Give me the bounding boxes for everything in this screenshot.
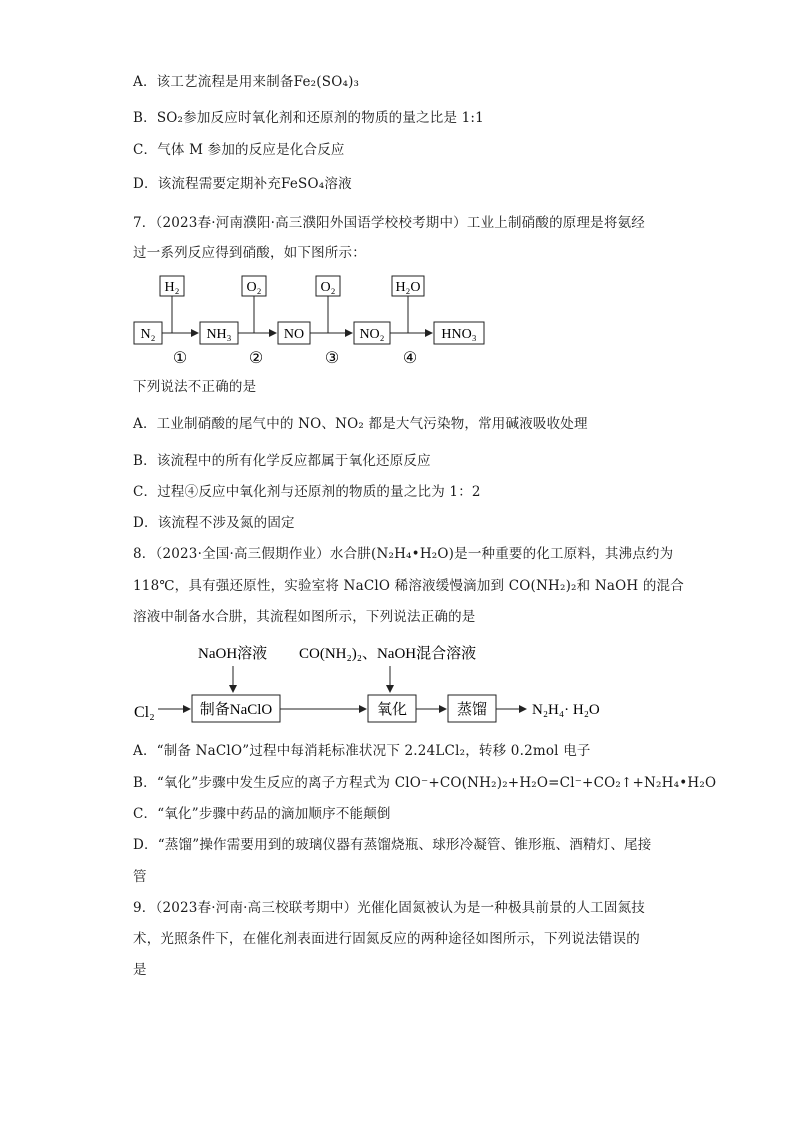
svg-text:HNO₃: HNO₃ <box>441 327 477 342</box>
q7-reagent-box-h2o <box>392 276 424 333</box>
q8-box-oxidize <box>368 695 416 722</box>
q8-stem-line1: 8．（2023·全国·高三假期作业）水合肼(N₂H₄•H₂O)是一种重要的化工原料，其沸点约为 <box>133 546 674 562</box>
svg-text:氧化: 氧化 <box>376 702 408 718</box>
svg-text:N₂: N₂ <box>140 327 156 342</box>
q7-option-b: B．该流程中的所有化学反应都属于氧化还原反应 <box>133 453 431 469</box>
svg-text:NH₃: NH₃ <box>206 327 232 342</box>
q8-stem-line3: 溶液中制备水合肼，其流程如图所示，下列说法正确的是 <box>133 609 476 625</box>
q7-option-c: C．过程④反应中氧化剂与还原剂的物质的量之比为 1：2 <box>133 484 481 500</box>
q6-option-a: A．该工艺流程是用来制备Fe₂(SO₄)₃ <box>133 74 360 90</box>
q8-option-a: A．“制备 NaClO”过程中每消耗标准状况下 2.24LCl₂，转移 0.2mol 电子 <box>133 743 591 759</box>
svg-text:H₂: H₂ <box>164 280 180 295</box>
q7-flow-diagram <box>128 272 498 372</box>
q8-stem-line2: 118℃，具有强还原性，实验室将 NaClO 稀溶液缓慢滴加到 CO(NH₂)₂和 NaOH 的混合 <box>133 578 684 594</box>
q8-box-prepare-naclo <box>192 695 280 722</box>
q6-option-d: D．该流程需要定期补充FeSO₄溶液 <box>133 176 352 192</box>
q6-option-c: C．气体 M 参加的反应是化合反应 <box>133 142 345 158</box>
q8-input-naoh: NaOH溶液 <box>198 646 268 662</box>
svg-text:O₂: O₂ <box>320 280 336 295</box>
q7-species-box-no <box>278 322 310 344</box>
q7-species-box-hno3 <box>434 322 484 344</box>
q8-option-b: B．“氧化”步骤中发生反应的离子方程式为 ClO⁻+CO(NH₂)₂+H₂O=Cl⁻+CO₂↑+N₂H₄•H₂O <box>133 775 717 791</box>
svg-text:O₂: O₂ <box>246 280 262 295</box>
q7-step-label-1: ① <box>172 350 188 367</box>
q8-option-c: C．“氧化”步骤中药品的滴加顺序不能颠倒 <box>133 806 391 822</box>
svg-text:H₂O: H₂O <box>395 280 421 295</box>
q7-step-label-2: ② <box>248 350 264 367</box>
q8-input-mixed: CO(NH₂)₂、NaOH混合溶液 <box>299 646 477 662</box>
q7-option-a: A．工业制硝酸的尾气中的 NO、NO₂ 都是大气污染物，常用碱液吸收处理 <box>133 416 588 432</box>
q7-species-box-n2 <box>134 322 162 344</box>
q8-box-distill <box>448 695 496 722</box>
q7-option-d: D．该流程不涉及氮的固定 <box>133 515 295 531</box>
q7-stem-line1: 7．（2023春·河南濮阳·高三濮阳外国语学校校考期中）工业上制硝酸的原理是将氨经 <box>133 215 645 231</box>
svg-text:NO: NO <box>283 327 305 342</box>
svg-text:NO₂: NO₂ <box>359 327 385 342</box>
q7-species-box-no2 <box>354 322 390 344</box>
q8-option-d-line2: 管 <box>133 869 147 885</box>
q7-reagent-box-o2-a <box>242 276 266 333</box>
q7-species-box-nh3 <box>200 322 238 344</box>
q9-stem-line2: 术，光照条件下，在催化剂表面进行固氮反应的两种途径如图所示，下列说法错误的 <box>133 931 640 947</box>
q8-start-cl2: Cl₂ <box>134 704 155 721</box>
q8-product: N₂H₄· H₂O <box>532 702 600 718</box>
q7-prompt: 下列说法不正确的是 <box>133 379 257 395</box>
q7-step-label-3: ③ <box>324 350 340 367</box>
q8-option-d-line1: D．“蒸馏”操作需要用到的玻璃仪器有蒸馏烧瓶、球形冷凝管、锥形瓶、酒精灯、尾接 <box>133 837 652 853</box>
q8-flow-diagram <box>128 636 618 728</box>
svg-text:制备NaClO: 制备NaClO <box>199 702 273 718</box>
q9-stem-line3: 是 <box>133 962 147 978</box>
q7-step-label-4: ④ <box>402 350 418 367</box>
q7-reagent-box-h2 <box>160 276 184 333</box>
q6-option-b: B．SO₂参加反应时氧化剂和还原剂的物质的量之比是 1:1 <box>133 110 484 126</box>
svg-text:蒸馏: 蒸馏 <box>456 702 488 718</box>
q7-stem-line2: 过一系列反应得到硝酸，如下图所示： <box>133 245 366 261</box>
q9-stem-line1: 9．（2023春·河南·高三校联考期中）光催化固氮被认为是一种极具前景的人工固氮技 <box>133 900 645 916</box>
q7-reagent-box-o2-b <box>316 276 340 333</box>
